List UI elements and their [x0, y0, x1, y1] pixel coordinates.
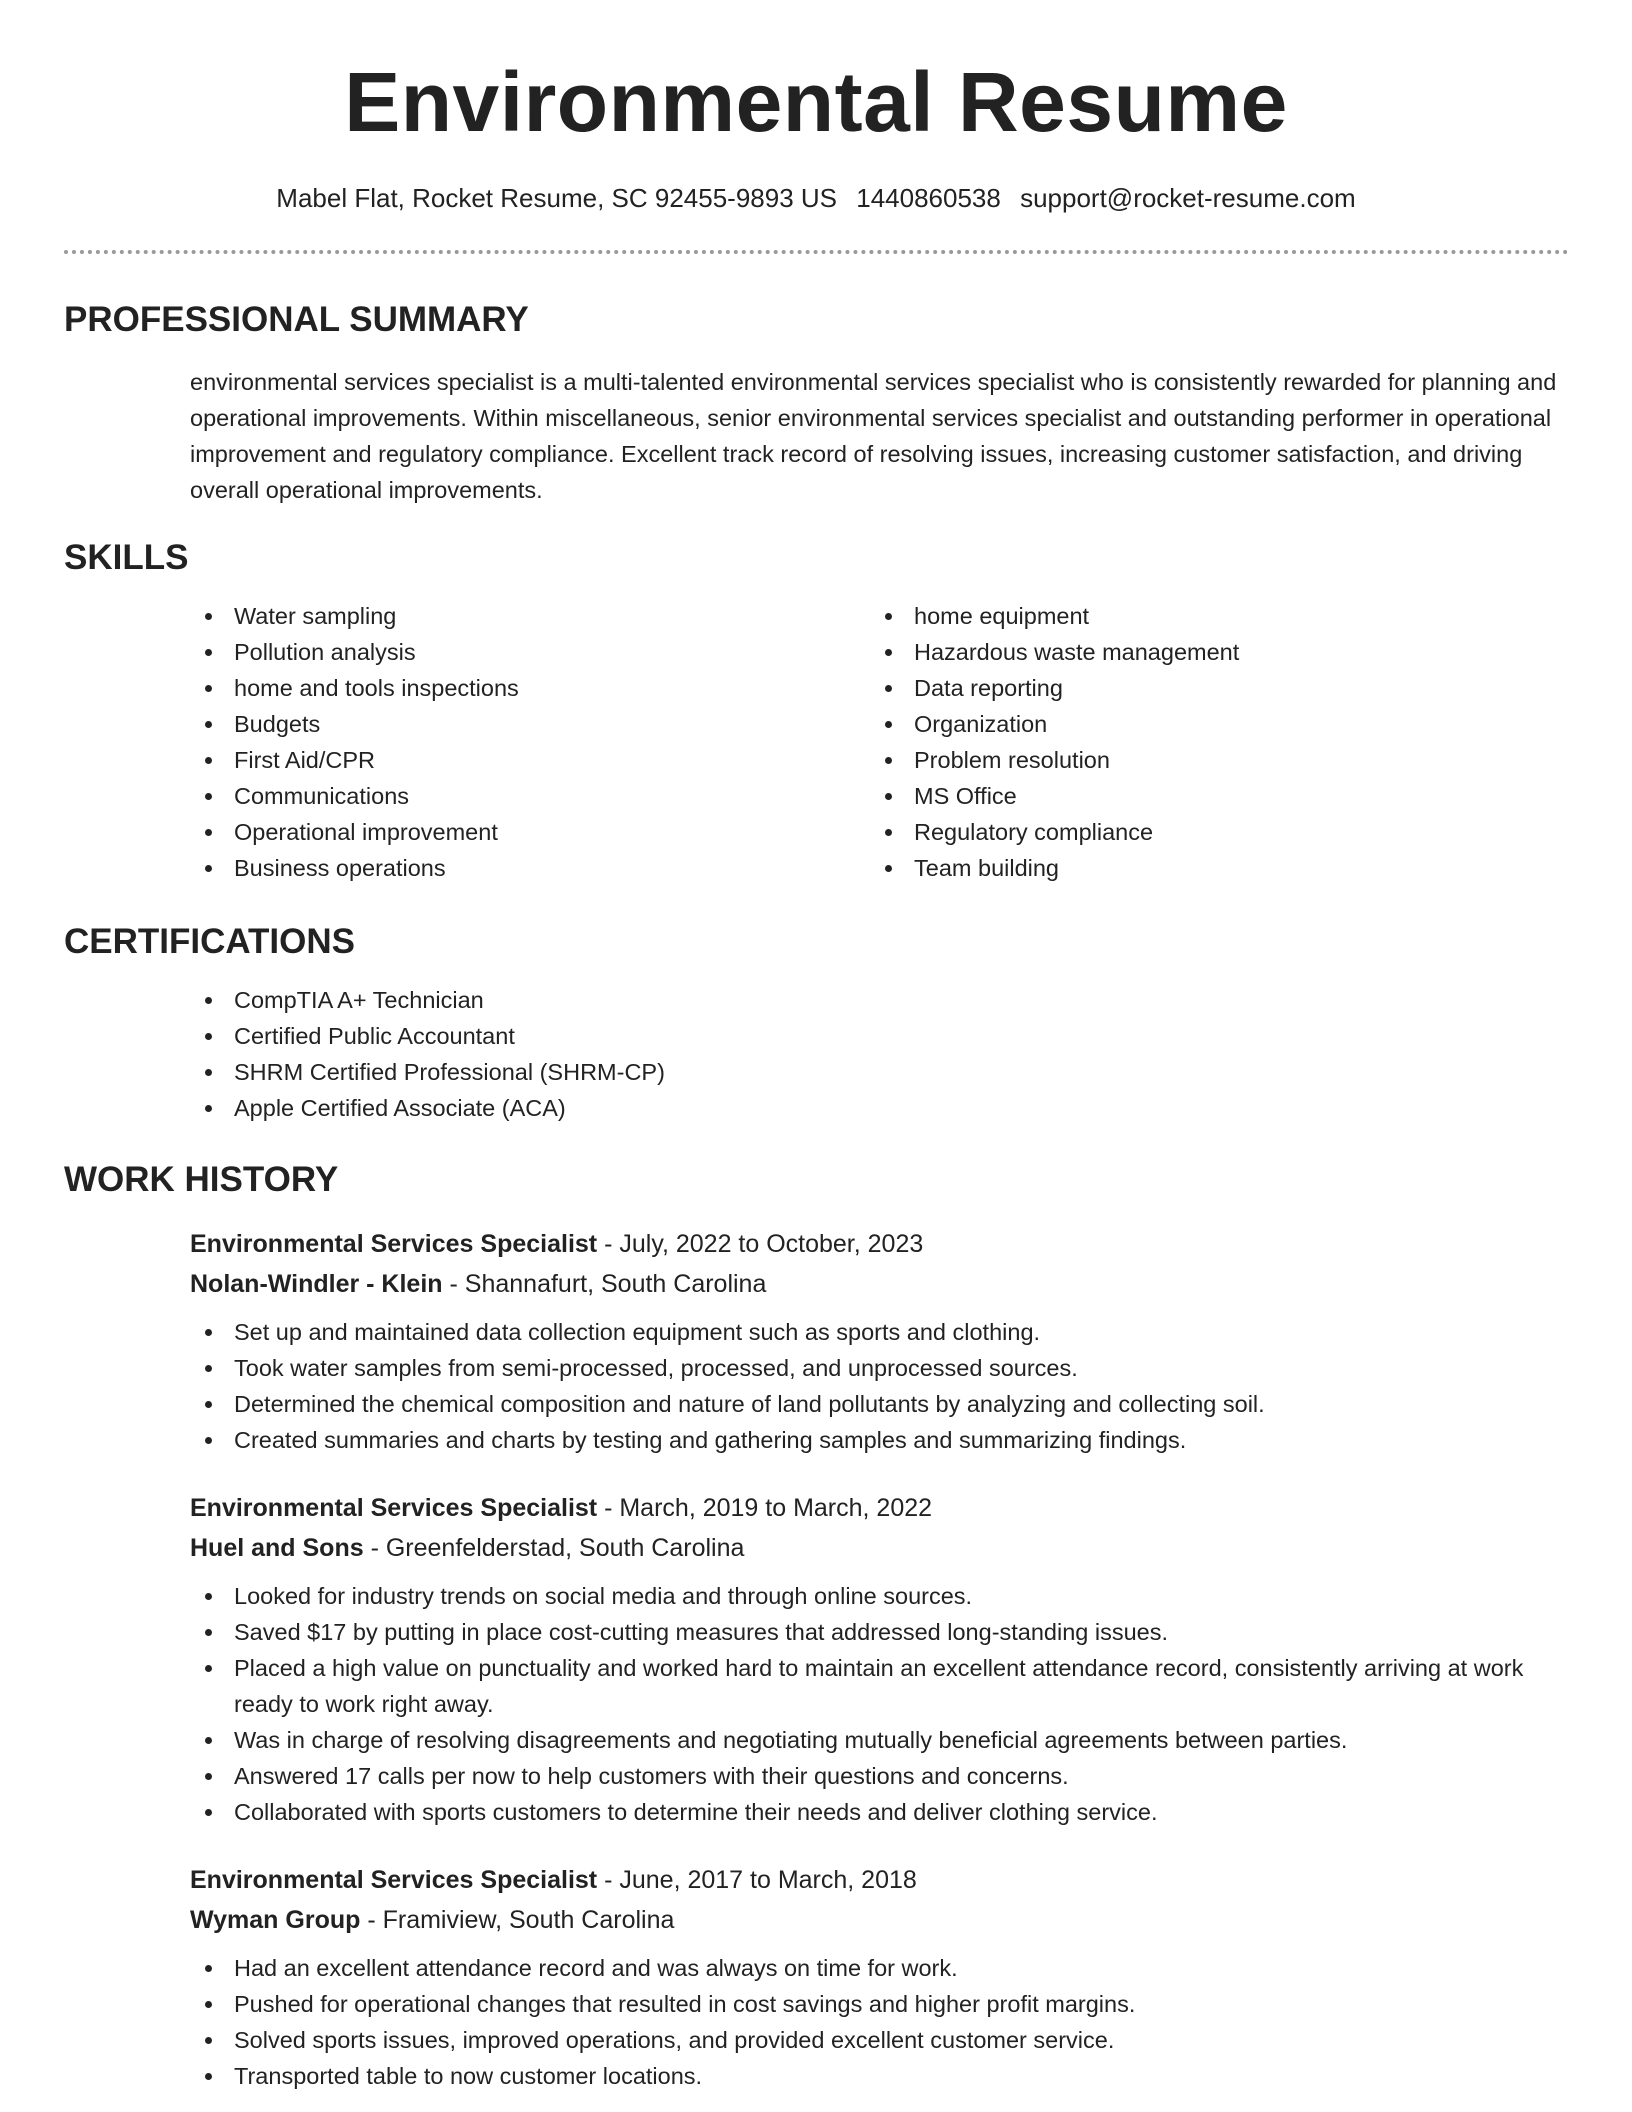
job-title: Environmental Services Specialist	[190, 1494, 598, 1522]
contact-phone: 1440860538	[856, 183, 1001, 213]
skills-section	[64, 536, 1569, 886]
certifications-section	[64, 920, 1569, 1126]
certifications-list	[190, 982, 1569, 1126]
job-title-line	[190, 1860, 1569, 1900]
skill-item: First Aid/CPR	[190, 742, 870, 778]
resume-title: Environmental Resume	[344, 55, 1288, 149]
skill-item: Team building	[870, 850, 1550, 886]
skill-item: Pollution analysis	[190, 634, 870, 670]
work-heading: WORK HISTORY	[64, 1160, 339, 1199]
work-section	[64, 1158, 1569, 2094]
job-bullet: Looked for industry trends on social media and through online sources.	[190, 1578, 1569, 1614]
job-bullet: Solved sports issues, improved operations, and provided excellent customer service.	[190, 2022, 1569, 2058]
job-bullet: Transported table to now customer locations.	[190, 2058, 1569, 2094]
skills-heading: SKILLS	[64, 538, 189, 577]
job-bullet: Set up and maintained data collection equipment such as sports and clothing.	[190, 1314, 1569, 1350]
job-company: Huel and Sons	[190, 1534, 364, 1562]
header-divider	[64, 250, 1569, 254]
job-company-line	[190, 1528, 1569, 1568]
summary-section	[64, 298, 1569, 508]
job-bullet: Answered 17 calls per now to help customers with their questions and concerns.	[190, 1758, 1569, 1794]
job-title-line	[190, 1224, 1569, 1264]
job-company: Nolan-Windler - Klein	[190, 1270, 443, 1298]
job-bullet: Created summaries and charts by testing and gathering samples and summarizing findings.	[190, 1422, 1569, 1458]
skill-item: home equipment	[870, 598, 1550, 634]
job-bullet: Pushed for operational changes that resulted in cost savings and higher profit margins.	[190, 1986, 1569, 2022]
certification-item: SHRM Certified Professional (SHRM-CP)	[190, 1054, 1569, 1090]
skill-item: Operational improvement	[190, 814, 870, 850]
job-location: - Shannafurt, South Carolina	[442, 1270, 767, 1298]
certification-item: CompTIA A+ Technician	[190, 982, 1569, 1018]
job-bullet: Saved $17 by putting in place cost-cutting measures that addressed long-standing issues.	[190, 1614, 1569, 1650]
job-bullet: Determined the chemical composition and nature of land pollutants by analyzing and collecting soil.	[190, 1386, 1569, 1422]
skill-item: MS Office	[870, 778, 1550, 814]
job-company: Wyman Group	[190, 1906, 361, 1934]
job-bullets	[190, 1950, 1569, 2094]
job-location: - Greenfelderstad, South Carolina	[363, 1534, 745, 1562]
job-entry	[190, 1488, 1569, 1830]
job-company-line	[190, 1264, 1569, 1304]
job-title: Environmental Services Specialist	[190, 1866, 598, 1894]
certification-item: Apple Certified Associate (ACA)	[190, 1090, 1569, 1126]
skills-list-left	[190, 598, 870, 886]
job-bullet: Collaborated with sports customers to determine their needs and deliver clothing service.	[190, 1794, 1569, 1830]
skill-item: home and tools inspections	[190, 670, 870, 706]
contact-email: support@rocket-resume.com	[1020, 183, 1356, 213]
summary-text: environmental services specialist is a multi-talented environmental services specialist who is consistently rewarded for planning and operational improvements. Within miscellaneous, senior environmental services specialist and outstanding performer in operational improvement and regulatory compliance. Excellent track record of resolving issues, increasing customer satisfaction, and driving overall operational improvements.	[190, 369, 1557, 503]
skill-item: Data reporting	[870, 670, 1550, 706]
skill-item: Hazardous waste management	[870, 634, 1550, 670]
job-bullet: Was in charge of resolving disagreements and negotiating mutually beneficial agreements between parties.	[190, 1722, 1569, 1758]
job-bullets	[190, 1578, 1569, 1830]
job-location: - Framiview, South Carolina	[360, 1906, 675, 1934]
skill-item: Problem resolution	[870, 742, 1550, 778]
job-dates: - July, 2022 to October, 2023	[597, 1230, 924, 1258]
contact-line	[0, 180, 1632, 216]
skills-list-right	[870, 598, 1550, 886]
contact-address: Mabel Flat, Rocket Resume, SC 92455-9893 US	[276, 183, 837, 213]
job-bullet: Placed a high value on punctuality and worked hard to maintain an excellent attendance record, consistently arriving at work ready to work right away.	[190, 1650, 1569, 1722]
job-bullet: Took water samples from semi-processed, processed, and unprocessed sources.	[190, 1350, 1569, 1386]
job-dates: - June, 2017 to March, 2018	[597, 1866, 917, 1894]
skill-item: Regulatory compliance	[870, 814, 1550, 850]
job-bullet: Had an excellent attendance record and was always on time for work.	[190, 1950, 1569, 1986]
job-bullets	[190, 1314, 1569, 1458]
skill-item: Business operations	[190, 850, 870, 886]
job-title: Environmental Services Specialist	[190, 1230, 598, 1258]
job-dates: - March, 2019 to March, 2022	[597, 1494, 933, 1522]
skill-item: Water sampling	[190, 598, 870, 634]
summary-heading: PROFESSIONAL SUMMARY	[64, 300, 529, 339]
certification-item: Certified Public Accountant	[190, 1018, 1569, 1054]
job-title-line	[190, 1488, 1569, 1528]
certifications-heading: CERTIFICATIONS	[64, 922, 356, 961]
skills-columns	[190, 598, 1569, 886]
skill-item: Organization	[870, 706, 1550, 742]
job-entry	[190, 1860, 1569, 2094]
skill-item: Communications	[190, 778, 870, 814]
job-entry	[190, 1224, 1569, 1458]
skill-item: Budgets	[190, 706, 870, 742]
job-company-line	[190, 1900, 1569, 1940]
